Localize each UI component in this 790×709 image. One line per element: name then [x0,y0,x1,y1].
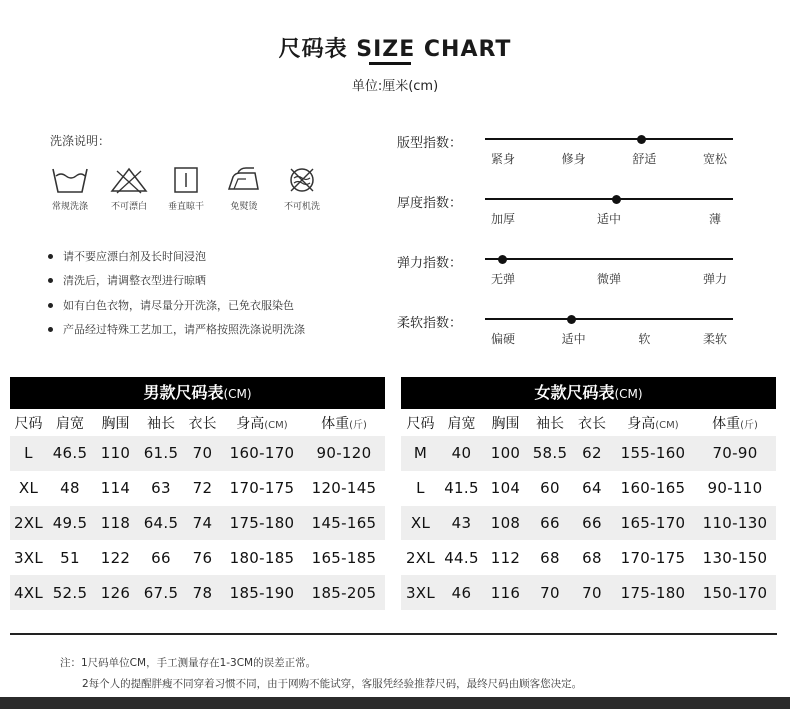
table-cell: M [401,436,440,471]
table-cell: 165-185 [311,548,377,567]
column-header-text: 体重 [712,415,741,432]
column-header [138,409,184,436]
table-cell: 4XL [10,575,47,610]
table-cell: 170-175 [229,479,295,498]
table-cell: 185-205 [303,575,385,610]
index-tick-label: 适中 [596,212,622,226]
care-item-hand-wash [40,165,100,212]
index-tick-label: 宽松 [702,152,728,166]
table-cell: 165-170 [612,506,694,541]
column-header [694,409,776,436]
care-item-no-iron [214,165,274,212]
table-cell: 64.5 [138,506,184,541]
table-cell: 58.5 [528,436,572,471]
column-header-text: 肩宽 [56,415,84,432]
column-header [528,409,572,436]
table-cell: XL [401,506,440,541]
table-cell: 40 [440,436,483,471]
column-header [221,409,303,436]
table-cell: 62 [572,436,612,471]
care-note [48,272,305,296]
table-cell: 70 [184,436,221,471]
table-cell: 2XL [405,548,436,567]
table-cell: 150-170 [694,575,776,610]
index-track [485,138,733,140]
care-note-text: 清洗后，请调整衣型进行晾晒 [63,274,206,288]
table-cell: 66 [528,506,572,541]
table-cell: 60 [540,479,560,498]
table-cell: 48 [60,479,80,498]
table-cell: 112 [490,548,521,567]
care-label: 常规洗涤 [51,202,88,212]
column-header-text: 肩宽 [447,415,476,432]
index-track [485,258,733,260]
table-cell: 90-110 [707,479,763,498]
no-bleach-icon [109,165,149,195]
table-cell: 2XL [10,506,47,541]
index-marker [498,255,507,264]
column-header-text: 身高 [236,415,265,432]
index-marker [567,315,576,324]
care-item-no-bleach [99,165,159,212]
table-row [10,471,385,506]
care-note-text: 请不要应漂白剂及长时间浸泡 [63,250,206,263]
no-machine-wash-icon [282,165,322,195]
bottom-bar [0,697,790,709]
care-note [48,248,305,272]
table-cell: 78 [184,575,221,610]
index-tick-label: 紧身 [490,152,516,166]
table-row [401,436,776,471]
hand-wash-icon [50,165,90,195]
table-row [401,471,776,506]
care-label: 不可机洗 [283,202,320,212]
index-track [485,198,733,200]
women-table-grid [401,409,776,610]
table-cell: 52.5 [47,575,93,610]
no-iron-icon [224,165,264,195]
column-header-text: 胸围 [491,415,520,432]
index-marker [612,195,621,204]
unit-label: 单位:厘米(cm) [351,79,439,94]
table-cell: 67.5 [138,575,184,610]
table-cell: 66 [151,548,171,567]
table-row [401,540,776,575]
index-tick-label: 无弹 [490,272,516,286]
table-cell: 100 [483,436,528,471]
column-header-text: 尺码 [406,415,435,432]
table-cell: 170-175 [620,548,686,567]
table-cell: 68 [540,548,560,567]
table-cell: 63 [151,479,171,498]
page-title: 尺码表 SIZE CHART [278,37,512,62]
column-header-text: 袖长 [147,415,175,432]
table-cell: 175-180 [221,506,303,541]
table-row [401,575,776,610]
table-cell: 41.5 [444,479,479,498]
column-header-unit: (斤) [740,419,758,431]
care-item-no-machine-wash [272,165,332,212]
column-header [612,409,694,436]
table-row [10,506,385,541]
column-header [572,409,612,436]
table-cell: 90-120 [303,436,385,471]
table-cell: 108 [483,506,528,541]
table-cell: L [10,436,47,471]
table-cell: 3XL [401,575,440,610]
care-title: 洗涤说明： [50,134,111,148]
table-cell: 145-165 [303,506,385,541]
table-cell: 46 [440,575,483,610]
column-header-text: 尺码 [14,415,43,432]
table-cell: 175-180 [612,575,694,610]
line-dry-icon [166,165,206,195]
index-tick-label: 微弹 [596,272,622,286]
table-cell: 51 [60,548,80,567]
bullet-icon [48,254,53,259]
index-tick-label: 薄 [708,212,722,226]
fabric-indices [397,0,747,360]
column-header [10,409,47,436]
women-table-title-text: 女款尺码表 [534,383,615,402]
bullet-icon [48,327,53,332]
table-cell: 44.5 [444,548,479,567]
care-note-text: 如有白色衣物，请尽量分开洗涤，已免衣服染色 [63,298,294,312]
table-cell: 130-150 [702,548,768,567]
table-cell: 126 [93,575,138,610]
table-cell: 43 [440,506,483,541]
table-row [10,540,385,575]
care-label: 免熨烫 [230,202,258,212]
index-tick-label: 修身 [561,152,586,166]
index-tick-label: 弹力 [702,272,728,286]
index-tick-label: 偏硬 [490,332,516,346]
table-cell: 160-170 [221,436,303,471]
men-size-table [10,377,385,610]
table-cell: 185-190 [221,575,303,610]
table-cell: 72 [192,479,213,498]
footer-divider [10,633,777,635]
table-cell: 3XL [13,548,44,567]
index-label: 版型指数： [397,136,463,151]
table-row [10,436,385,471]
table-cell: 68 [582,548,602,567]
care-notes [48,248,305,345]
index-tick-label: 加厚 [490,212,516,226]
care-icons [44,165,334,220]
column-header [483,409,528,436]
column-header [440,409,483,436]
column-header-unit: (CM) [655,419,679,431]
table-cell: 70-90 [694,436,776,471]
table-cell: 110 [93,436,138,471]
table-cell: XL [18,479,39,498]
column-header [47,409,93,436]
men-table-title-unit: (CM) [223,387,252,401]
women-table-title-unit: (CM) [614,387,643,401]
care-note [48,321,305,345]
table-cell: 180-185 [229,548,295,567]
index-tick-label: 软 [638,332,651,346]
table-cell: 74 [184,506,221,541]
care-note-text: 产品经过特殊工艺加工，请严格按照洗涤说明洗涤 [63,322,305,336]
index-label: 柔软指数： [397,316,463,331]
column-header [401,409,440,436]
table-cell: L [416,479,425,498]
index-tick-label: 柔软 [702,332,728,346]
column-header-text: 衣长 [578,415,606,432]
bullet-icon [48,303,53,308]
table-row [401,506,776,541]
table-cell: 46.5 [47,436,93,471]
column-header [184,409,221,436]
footer-note-2: 2每个人的提醒胖瘦不同穿着习惯不同，由于网购不能试穿，客服凭经验推荐尺码，最终尺码由顾客您决定。 [82,678,583,690]
column-header [303,409,385,436]
column-header-text: 体重 [321,415,350,432]
footer-note-1: 注：1尺码单位CM，手工测量存在1-3CM的误差正常。 [60,657,317,669]
table-cell: 116 [483,575,528,610]
table-cell: 114 [100,479,131,498]
column-header-text: 衣长 [188,415,217,432]
men-table-grid [10,409,385,610]
table-cell: 70 [528,575,572,610]
table-cell: 160-165 [620,479,686,498]
table-cell: 49.5 [47,506,93,541]
table-cell: 118 [93,506,138,541]
column-header [93,409,138,436]
table-cell: 122 [100,548,131,567]
column-header-unit: (斤) [349,419,367,431]
care-note [48,297,305,321]
index-tick-label: 适中 [561,332,586,346]
women-size-table [401,377,776,610]
table-cell: 155-160 [612,436,694,471]
table-cell: 61.5 [138,436,184,471]
care-item-line-dry [156,165,216,212]
table-cell: 66 [572,506,612,541]
index-track [485,318,733,320]
table-cell: 70 [572,575,612,610]
men-table-title [10,377,385,409]
index-label: 厚度指数： [397,196,463,211]
men-table-title-text: 男款尺码表 [143,383,224,402]
column-header-text: 袖长 [536,415,564,432]
table-cell: 110-130 [694,506,776,541]
column-header-text: 身高 [627,415,656,432]
care-label: 垂直晾干 [167,202,204,212]
table-cell: 120-145 [311,479,377,498]
column-header-unit: (CM) [264,419,288,431]
table-row [10,575,385,610]
index-tick-label: 舒适 [632,152,657,166]
table-cell: 104 [490,479,521,498]
table-cell: 64 [582,479,602,498]
care-label: 不可漂白 [110,202,147,212]
index-label: 弹力指数： [397,256,463,271]
index-marker [637,135,646,144]
women-table-title [401,377,776,409]
bullet-icon [48,278,53,283]
column-header-text: 胸围 [101,415,130,432]
table-cell: 76 [192,548,213,567]
